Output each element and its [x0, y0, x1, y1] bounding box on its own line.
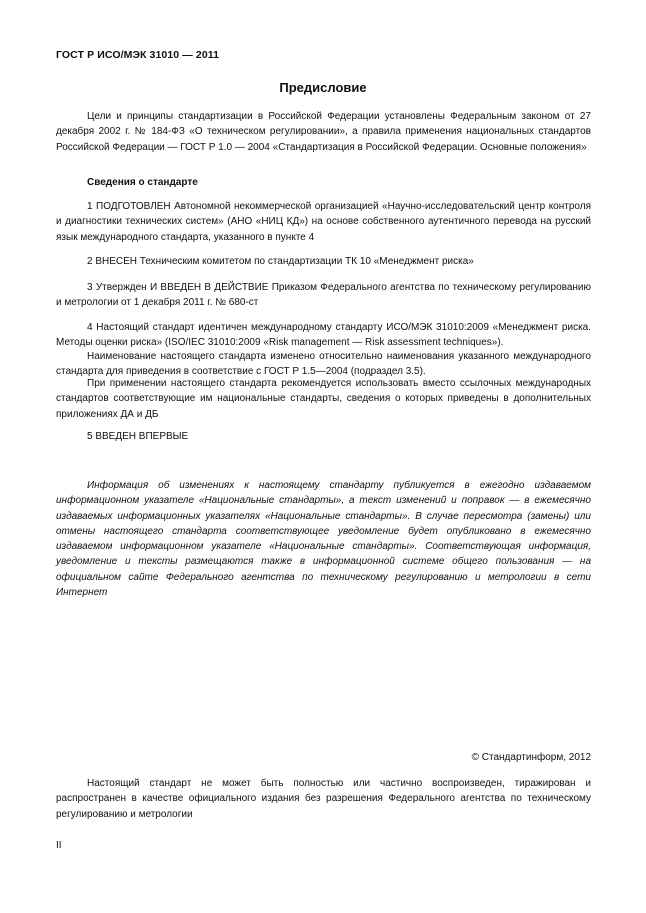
item-1-paragraph: 1 ПОДГОТОВЛЕН Автономной некоммерческой организацией «Научно-исследовательский центр контроля и диагностики технических систем» (АНО «НИЦ КД») на основе собственного аутентичного перевода на русский язык международного стандарта, указанного в пункте 4 [56, 201, 591, 243]
standard-code-header: ГОСТ Р ИСО/МЭК 31010 — 2011 [56, 49, 220, 61]
intro-paragraph: Цели и принципы стандартизации в Российской Федерации установлены Федеральным законом от 27 декабря 2002 г. № 184-ФЗ «О техническом регулировании», а правила применения национальных стандартов Российской Федерации — ГОСТ Р 1.0 — 2004 «Стандартизация в Российской Федерации. Основные положения» [56, 111, 591, 153]
item-2-paragraph: 2 ВНЕСЕН Техническим комитетом по стандартизации ТК 10 «Менеджмент риска» [87, 256, 474, 267]
item-3-paragraph: 3 Утвержден И ВВЕДЕН В ДЕЙСТВИЕ Приказом Федерального агентства по техническому регулированию и метрологии от 1 декабря 2011 г. № 680-ст [56, 282, 591, 309]
page-number: II [56, 840, 62, 851]
page-title: Предисловие [279, 80, 367, 95]
copyright-line: © Стандартинформ, 2012 [471, 752, 591, 763]
item-4-name-change-paragraph: Наименование настоящего стандарта изменено относительно наименования указанного международного стандарта для приведения в соответствие с ГОСТ Р 1.5—2004 (подраздел 3.5). [56, 351, 591, 378]
section-title: Сведения о стандарте [87, 177, 198, 188]
item-5-paragraph: 5 ВВЕДЕН ВПЕРВЫЕ [87, 431, 189, 442]
reproduction-notice: Настоящий стандарт не может быть полностью или частично воспроизведен, тиражирован и распространен в качестве официального издания без разрешения Федерального агентства по техническому регулированию и метрологии [56, 778, 591, 820]
item-4-paragraph: 4 Настоящий стандарт идентичен международному стандарту ИСО/МЭК 31010:2009 «Менеджмент риска. Методы оценки риска» (ISO/IEC 31010:2009 «Risk management — Risk assessment techniques»). [56, 322, 591, 349]
change-information-notice: Информация об изменениях к настоящему стандарту публикуется в ежегодно издаваемом информационном указателе «Национальные стандарты», а текст изменений и поправок — в ежемесячно издаваемых информационных указателях «Национальные стандарты». В случае пересмотра (замены) или отмены настоящего стандарта соответствующее уведомление будет опубликовано в ежемесячно издаваемом информационном указателе «Национальные стандарты». Соответствующая информация, уведомление и тексты размещаются также в информационной системе общего пользования — на официальном сайте Федерального агентства по техническому регулированию и метрологии в сети Интернет [56, 480, 591, 599]
item-4-references-paragraph: При применении настоящего стандарта рекомендуется использовать вместо ссылочных международных стандартов соответствующие им национальные стандарты, сведения о которых приведены в дополнительных приложениях ДА и ДБ [56, 378, 591, 420]
